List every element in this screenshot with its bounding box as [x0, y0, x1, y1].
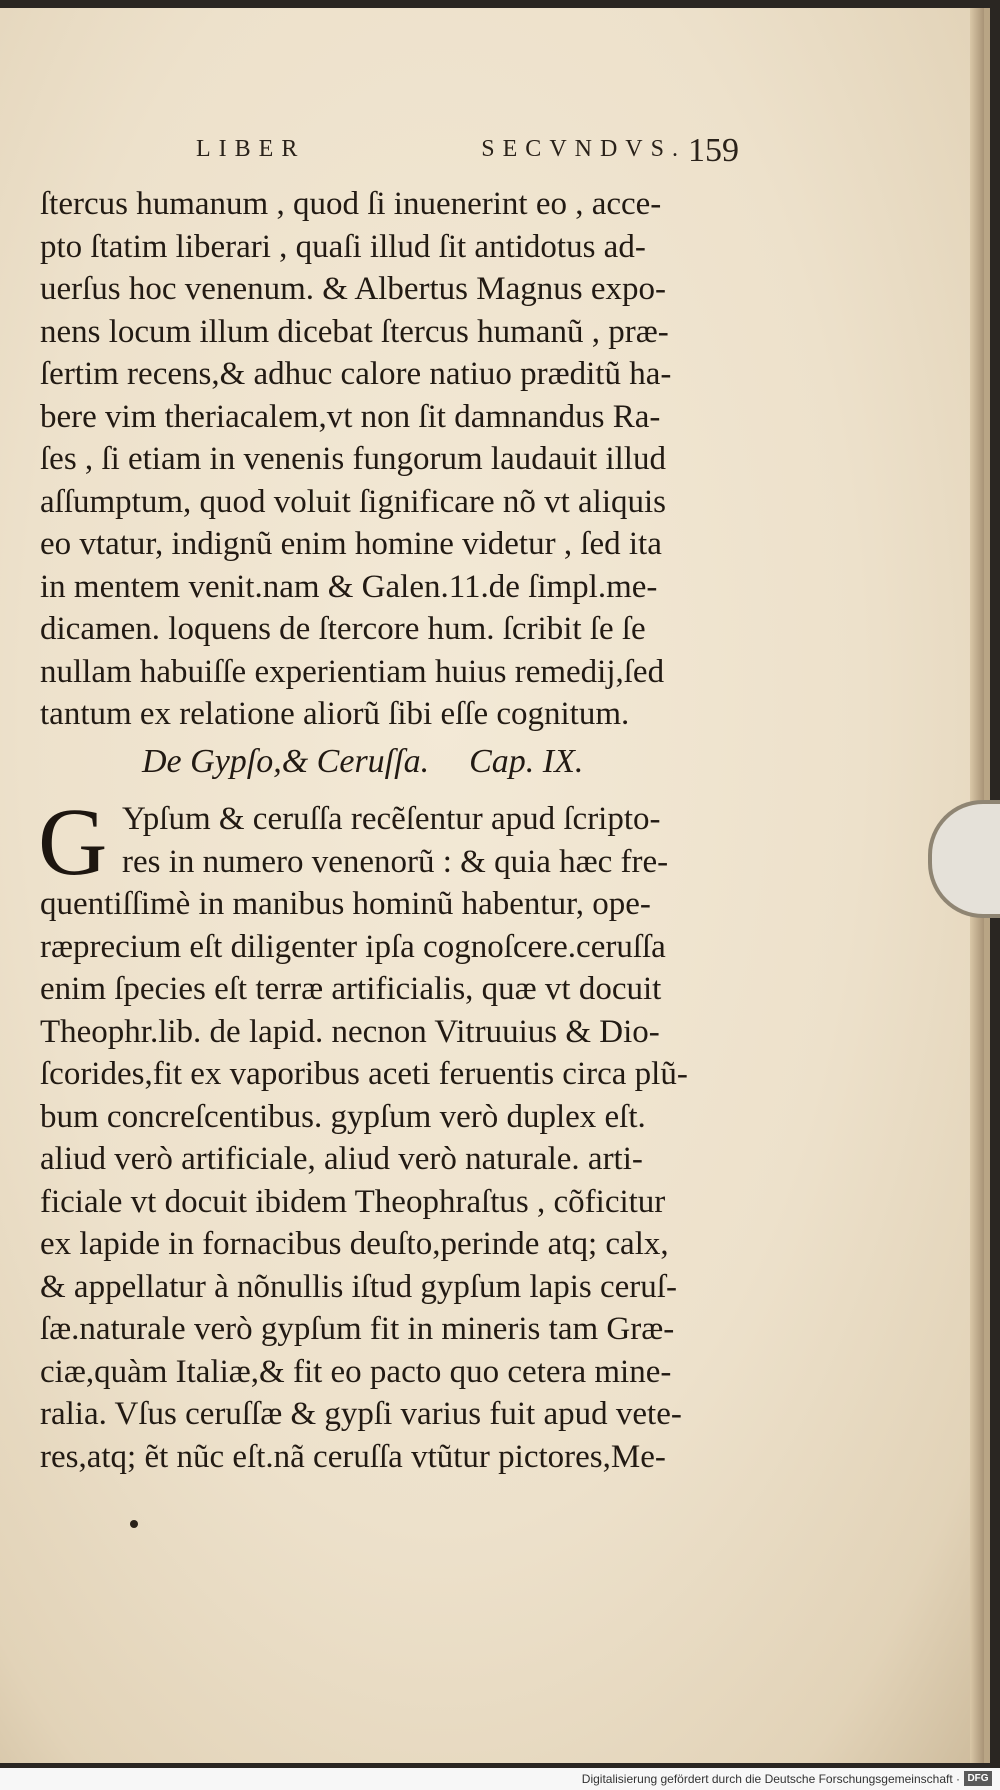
text-line: ex lapide in fornacibus deuſto,perinde atq; calx,: [40, 1226, 669, 1262]
text-line: res,atq; ẽt nũc eſt.nã ceruſſa vtũtur pictores,Me-: [40, 1438, 666, 1475]
text-line: bere vim theriacalem,vt non ſit damnandus Ra-: [40, 398, 661, 435]
text-line: aliud verò artificiale, aliud verò naturale. arti-: [40, 1141, 643, 1177]
text-line: nens locum illum dicebat ſtercus humanũ , præ-: [40, 313, 669, 350]
text-line: ræprecium eſt diligenter ipſa cognoſcere.ceruſſa: [40, 928, 666, 965]
running-header-left: LIBER: [196, 136, 306, 162]
footer-credit: Digitalisierung gefördert durch die Deutsche Forschungsgemeinschaft ·: [581, 1772, 960, 1786]
text-line: pto ſtatim liberari , quaſi illud ſit antidotus ad-: [40, 228, 646, 265]
ink-dot: [130, 1520, 138, 1528]
running-header-right: SECVNDVS.: [481, 136, 686, 162]
text-line: ſæ.naturale verò gypſum fit in mineris tam Græ-: [40, 1311, 675, 1347]
chapter-title: De Gypſo,& Ceruſſa.: [142, 743, 430, 780]
text-line: Ypſum & ceruſſa recẽſentur apud ſcripto-: [122, 801, 661, 837]
text-line: uerſus hoc venenum. & Albertus Magnus expo-: [40, 271, 666, 307]
text-line: Theophr.lib. de lapid. necnon Vitruuius & Dio-: [40, 1013, 660, 1050]
text-line: ficiale vt docuit ibidem Theophraſtus , cõficitur: [40, 1183, 666, 1220]
text-line: ralia. Vſus ceruſſæ & gypſi varius fuit apud vete-: [40, 1396, 682, 1432]
text-line: aſſumptum, quod voluit ſignificare nõ vt aliquis: [40, 483, 667, 520]
text-line: & appellatur à nõnullis iſtud gypſum lapis ceruſ-: [40, 1268, 677, 1305]
text-line: nullam habuiſſe experientiam huius remedij,ſed: [40, 653, 665, 690]
paragraph-1: [40, 183, 740, 736]
text-line: dicamen. loquens de ſtercore hum. ſcribit ſe ſe: [40, 611, 646, 647]
text-line: eo vtatur, indignũ enim homine videtur , ſed ita: [40, 526, 662, 562]
paragraph-2: [40, 798, 740, 1478]
drop-cap-initial: G: [38, 788, 108, 895]
text-line: enim ſpecies eſt terræ artificialis, quæ vt docuit: [40, 971, 662, 1007]
text-line: ſertim recens,& adhuc calore natiuo præditũ ha-: [40, 356, 672, 392]
text-line: ſes , ſi etiam in venenis fungorum laudauit illud: [40, 441, 666, 477]
chapter-number: Cap. IX.: [469, 743, 584, 780]
text-line: ciæ,quàm Italiæ,& fit eo pacto quo cetera mine-: [40, 1353, 672, 1390]
text-line: ſcorides,fit ex vaporibus aceti feruentis circa plũ-: [40, 1056, 688, 1092]
digitization-footer: [0, 1768, 1000, 1790]
folio-number: 159: [688, 132, 739, 169]
dfg-logo-icon: DFG: [964, 1771, 992, 1786]
running-header: [196, 136, 756, 170]
text-line: ſtercus humanum , quod ſi inuenerint eo , acce-: [40, 186, 662, 222]
book-page: [0, 8, 990, 1763]
text-line: bum concreſcentibus. gypſum verò duplex eſt.: [40, 1098, 646, 1135]
text-line: in mentem venit.nam & Galen.11.de ſimpl.me-: [40, 568, 658, 605]
text-line: quentiſſimè in manibus hominũ habentur, ope-: [40, 886, 651, 922]
text-line: tantum ex relatione aliorũ ſibi eſſe cognitum.: [40, 696, 630, 732]
chapter-heading: [142, 743, 702, 781]
text-line: res in numero venenorũ : & quia hæc fre-: [122, 843, 669, 880]
